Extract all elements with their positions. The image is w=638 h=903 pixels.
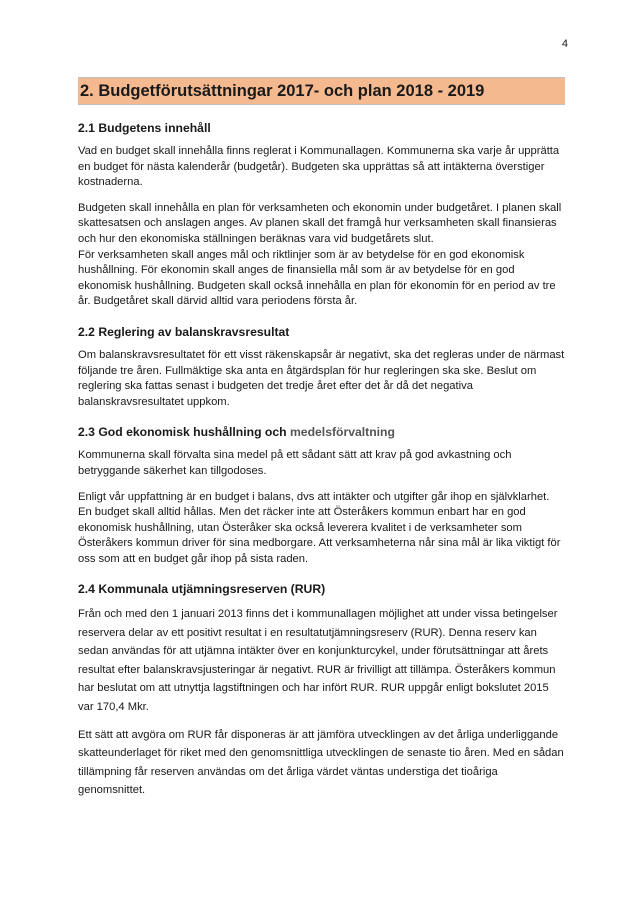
paragraph: Budgeten skall innehålla en plan för verksamheten och ekonomin under budgetåret. I planen skall skattesatsen och anslagen anges. Av planen skall det framgå hur verksamheten skall finansieras och hur den ekonomiska ställningen beräknas vara vid budgetårets slut. (78, 201, 562, 245)
paragraph: Enligt vår uppfattning är en budget i balans, dvs att intäkter och utgifter går ihop en självklarhet. En budget skall alltid hållas. Men det räcker inte att Österåkers kommun enbart har en god ekonomisk hushållning, utan Österåker ska också leverera kvalitet i de verksamheter som Österåkers kommun driver för sina medborgare. Att verksamheterna når sina mål är lika viktigt för oss som att en budget går ihop på sista raden. (78, 490, 561, 565)
paragraph: Ett sätt att avgöra om RUR får disponeras är att jämföra utvecklingen av det årliga underliggande skatteunderlaget för riket med den genomsnittliga utvecklingen de senaste tio åren. Med en sådan tillämpning får reserven användas om det årliga värdet väntas understiga det tioåriga genomsnittet. (78, 728, 564, 797)
paragraph: Vad en budget skall innehålla finns reglerat i Kommunallagen. Kommunerna ska varje år upprätta en budget för nästa kalenderår (budgetår). Budgeten ska upprättas så att intäkterna överstiger kostnaderna. (78, 145, 560, 189)
paragraph: För verksamheten skall anges mål och riktlinjer som är av betydelse för en god ekonomisk hushållning. För ekonomin skall anges de finansiella mål som är av betydelse för en god ekonomisk hushållning. Budgeten skall också innehålla en plan för ekonomin för en period av tre år. Budgetåret skall därvid alltid vara periodens första år. (78, 248, 556, 308)
section-budget-contents (78, 120, 565, 310)
section-good-economic-management (78, 424, 565, 567)
paragraph: Om balanskravsresultatet för ett visst räkenskapsår är negativt, ska det regleras under de närmast följande tre åren. Fullmäktige ska anta en åtgärdsplan för hur regleringen ska ske. Beslut om reglering ska fattas senast i budgeten det tredje året efter det år då det negativa balanskravsresultatet uppkom. (78, 348, 565, 408)
paragraph: Kommunerna skall förvalta sina medel på ett sådant sätt att krav på god avkastning och betryggande säkerhet kan tillgodoses. (78, 449, 512, 477)
section-heading (78, 424, 565, 440)
section-heading: 2.2 Reglering av balanskravsresultat (78, 324, 290, 339)
section-heading-main: 2.3 God ekonomisk hushållning och (78, 425, 290, 440)
section-heading: 2.1 Budgetens innehåll (78, 121, 211, 135)
document-body (78, 77, 565, 800)
section-rur (78, 581, 565, 799)
section-heading: 2.4 Kommunala utjämningsreserven (RUR) (78, 582, 326, 597)
page-number: 4 (561, 38, 568, 50)
chapter-title: 2. Budgetförutsättningar 2017- och plan 2018 - 2019 (78, 77, 565, 105)
section-heading-tail: medelsförvaltning (289, 425, 395, 440)
section-balance-requirement (78, 324, 565, 410)
paragraph: Från och med den 1 januari 2013 finns det i kommunallagen möjlighet att under vissa betingelser reservera delar av ett positivt resultat i en resultatutjämningsreserv (RUR). Denna reserv kan sedan användas för att utjämna intäkter över en konjunkturcykel, under förutsättningar att årets resultat efter balanskravsjusteringar är negativt. RUR är frivilligt att tillämpa. Österåkers kommun har beslutat om att utnyttja lagstiftningen och har infört RUR. RUR uppgår enligt bokslutet 2015 var 170,4 Mkr. (78, 608, 558, 713)
